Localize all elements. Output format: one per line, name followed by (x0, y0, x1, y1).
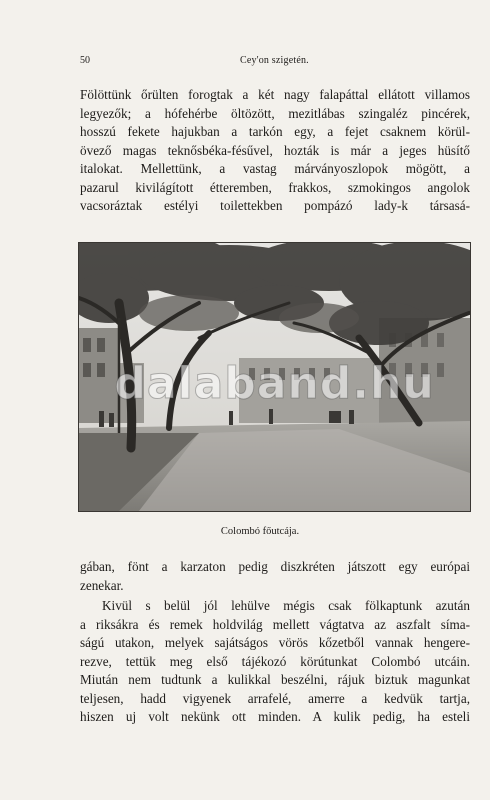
text-line: övező magas teknősbéka-fésűvel, hozták is már a jeges hüsítő (80, 142, 470, 158)
text-line: gában, fönt a karzaton pedig diszkréten játszott egy európai (80, 559, 470, 574)
text-line: a riksákra és remek holdvilág mellett vágtatva az aszfalt síma- (80, 616, 470, 632)
paragraph-main (80, 597, 470, 727)
text-line: hosszú fekete hajukban a tarkón egy, a fejet csaknem körül- (80, 124, 470, 139)
text-line: Fölöttünk őrülten forogtak a két nagy falapáttal ellátott villamos (80, 87, 470, 102)
running-title: Cey'on szigetén. (240, 55, 309, 66)
text-line: zenekar. (80, 577, 124, 593)
watermark-text: dalaband.hu (114, 358, 435, 409)
text-line: Miután nem tudtunk a kulikkal beszélni, rájuk biztuk magunkat (80, 672, 470, 687)
text-line: rezve, tettük meg első tájékozó körútunkat Colombó utcáin. (80, 653, 470, 669)
text-line: teljesen, hadd vigyenek arrafelé, amerre a kedvük tartja, (80, 690, 470, 706)
page-number: 50 (80, 55, 90, 66)
text-line: italokat. Mellettünk, a vastag márványoszlopok mögött, a (80, 161, 470, 176)
street-photograph (78, 242, 471, 512)
figure-caption: Colombó főutcája. (220, 526, 300, 537)
text-line: ságú utakon, melyek sajátságos vörös kőzetből vannak hengere- (80, 635, 470, 650)
running-head (80, 54, 470, 68)
text-line: pazarul kivilágított étteremben, frakkos, szmokingos angolok (80, 179, 470, 195)
text-line: legyezők; a hófehérbe öltözött, mezitlábas szingaléz pincérek, (80, 105, 470, 121)
text-line: Kivül s belül jól lehülve mégis csak fölkaptunk azután (102, 598, 470, 613)
text-line: vacsoráztak estélyi toilettekben pompázó lady-k társasá- (80, 198, 470, 213)
paragraph-continued (80, 558, 470, 595)
paragraph-top (80, 86, 470, 216)
text-line: hiszen uj volt nekünk ott minden. A kulik pedig, ha esteli (80, 709, 470, 724)
